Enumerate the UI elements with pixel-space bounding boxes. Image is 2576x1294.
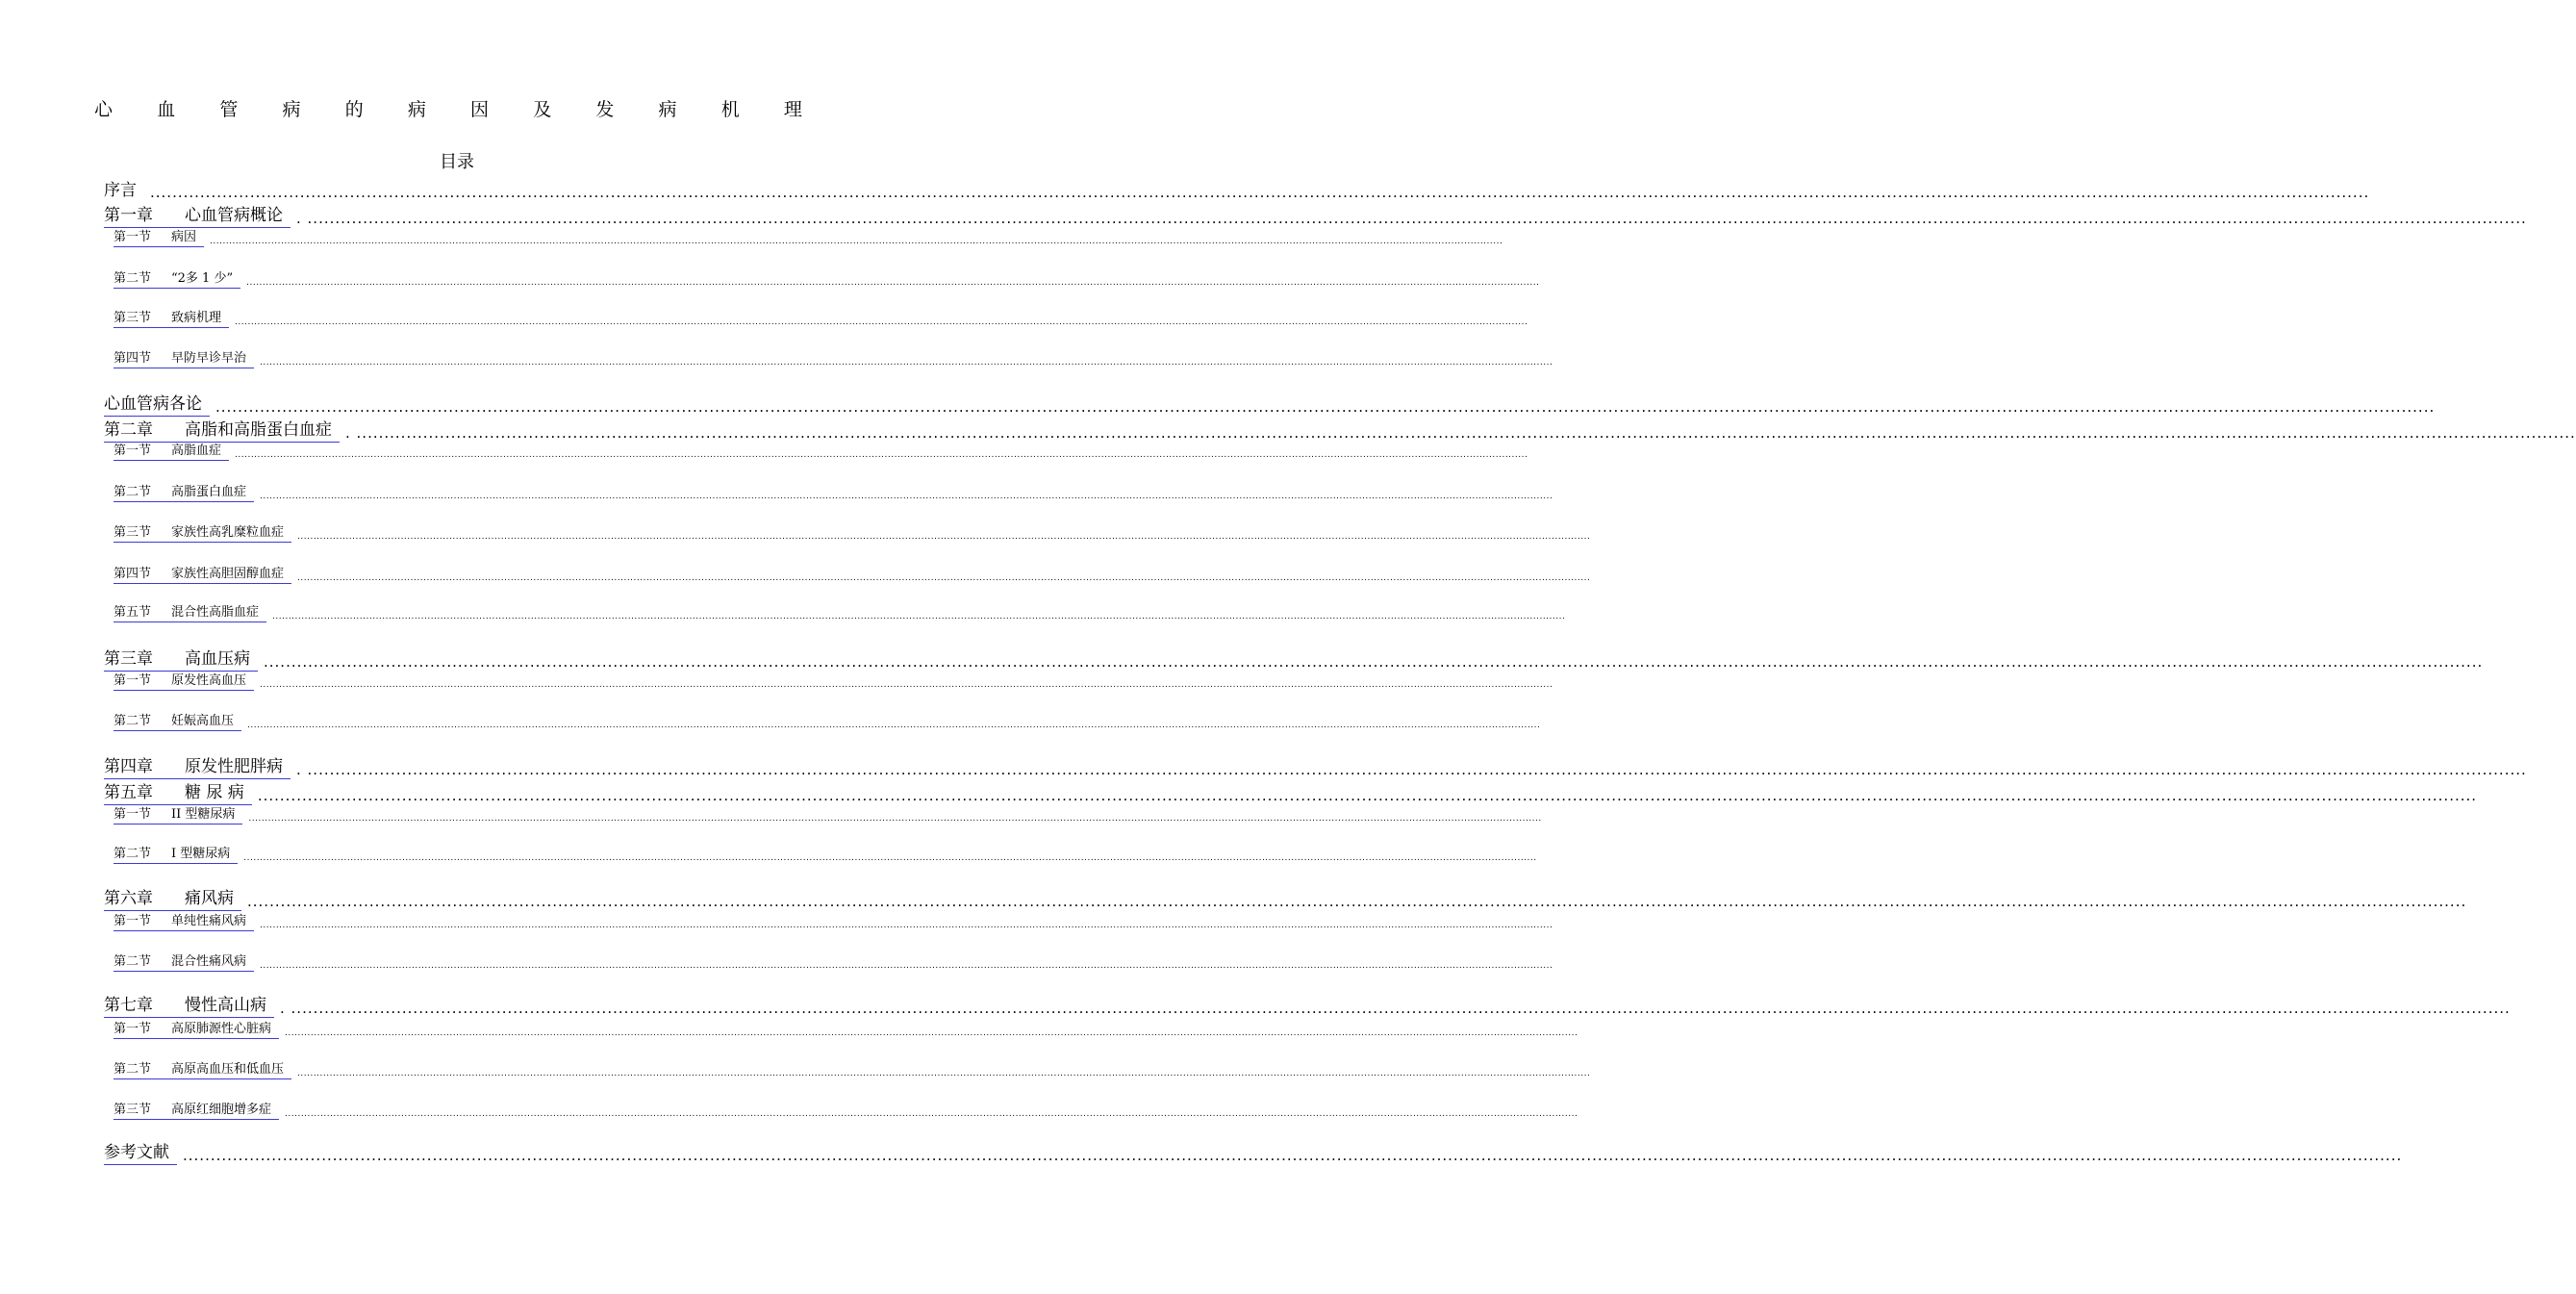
toc-entry-title: 参考文献: [104, 1143, 169, 1162]
toc-entry-number: 第一节: [114, 807, 152, 822]
toc-entry-link[interactable]: [114, 524, 291, 543]
title-char: 的: [344, 99, 364, 120]
toc-entry-link[interactable]: [104, 419, 340, 443]
toc-entry-link[interactable]: [114, 566, 291, 584]
toc-entry-link[interactable]: [104, 755, 290, 779]
toc-entry-number: 第二节: [114, 954, 152, 969]
dot-leader: ................................................................................................................................................................................................................................................................................................................................................................................................................: [247, 721, 1541, 730]
toc-entry-title: 家族性高胆固醇血症: [171, 567, 285, 581]
dot-leader: . ................................................................................................................................................................................................................................................................................................................................................................................................................: [296, 210, 2527, 227]
toc-chapter-entry[interactable]: [104, 887, 2467, 911]
toc-entry-link[interactable]: [114, 1102, 279, 1120]
toc-entry-link[interactable]: [104, 887, 241, 911]
toc-entry-number: 第三节: [114, 1103, 152, 1117]
toc-entry-number: 第五节: [114, 605, 152, 620]
title-char: 发: [595, 99, 615, 120]
toc-section-entry[interactable]: [114, 1061, 1591, 1079]
toc-entry-link[interactable]: [114, 270, 240, 289]
toc-entry-number: 第一节: [114, 444, 152, 458]
toc-entry-link[interactable]: [114, 806, 242, 825]
dot-leader: ................................................................................................................................................................................................................................................................................................................................................................................................................: [260, 358, 1553, 368]
toc-entry-title: 序言: [104, 181, 137, 200]
title-char: 病: [407, 99, 426, 120]
toc-entry-number: 第四章: [104, 757, 153, 776]
toc-section-entry[interactable]: [114, 913, 1553, 931]
title-char: 管: [219, 99, 239, 120]
toc-entry-title: I 型糖尿病: [171, 847, 231, 861]
toc-entry-link[interactable]: [104, 647, 258, 672]
toc-entry-title: 痛风病: [185, 889, 234, 908]
toc-section-entry[interactable]: [114, 270, 1540, 289]
toc-entry-number: 第三节: [114, 525, 152, 540]
dot-leader: ................................................................................................................................................................................................................................................................................................................................................................................................................: [215, 398, 2436, 416]
toc-section-entry[interactable]: [114, 566, 1591, 584]
dot-leader: ................................................................................................................................................................................................................................................................................................................................................................................................................: [246, 278, 1540, 288]
toc-section-entry[interactable]: [114, 672, 1553, 691]
document-title: [94, 96, 802, 123]
dot-leader: ................................................................................................................................................................................................................................................................................................................................................................................................................: [264, 653, 2484, 671]
toc-chapter-entry[interactable]: [104, 204, 2527, 228]
toc-entry-link[interactable]: [104, 994, 274, 1018]
toc-entry-title: 原发性肥胖病: [185, 757, 283, 776]
toc-entry-number: 第三章: [104, 649, 153, 669]
toc-entry-title: “2多 1 少”: [171, 271, 234, 286]
dot-leader: ................................................................................................................................................................................................................................................................................................................................................................................................................: [272, 612, 1566, 622]
toc-entry-title: 慢性高山病: [185, 996, 266, 1015]
dot-leader: ................................................................................................................................................................................................................................................................................................................................................................................................................: [210, 237, 1503, 246]
dot-leader: ................................................................................................................................................................................................................................................................................................................................................................................................................: [260, 961, 1553, 971]
toc-entry-number: 第二节: [114, 485, 152, 499]
toc-entry-number: 第四节: [114, 567, 152, 581]
toc-entry-number: 第一章: [104, 206, 153, 225]
toc-entry-title: 高原肺源性心脏病: [171, 1022, 272, 1036]
toc-entry-title: 混合性痛风病: [171, 954, 247, 969]
dot-leader: ................................................................................................................................................................................................................................................................................................................................................................................................................: [297, 573, 1591, 583]
toc-entry-number: 第二节: [114, 1062, 152, 1077]
toc-entry-number: 第一节: [114, 914, 152, 928]
title-char: 机: [720, 99, 740, 120]
toc-entry-title: 高原红细胞增多症: [171, 1103, 272, 1117]
toc-chapter-entry[interactable]: [104, 994, 2511, 1018]
toc-entry-link[interactable]: [114, 846, 238, 864]
toc-entry-title: 单纯性痛风病: [171, 914, 247, 928]
toc-entry-title: 心血管病各论: [104, 394, 202, 414]
toc-entry-link[interactable]: [114, 604, 266, 622]
dot-leader: ................................................................................................................................................................................................................................................................................................................................................................................................................: [260, 921, 1553, 930]
title-char: 病: [658, 99, 677, 120]
toc-entry-number: 第一节: [114, 1022, 152, 1036]
toc-entry-title: 病因: [171, 230, 197, 244]
toc-section-entry[interactable]: [114, 443, 1528, 461]
toc-entry-title: 早防早诊早治: [171, 351, 247, 366]
toc-section-entry[interactable]: [114, 229, 1503, 247]
toc-entry-title: 混合性高脂血症: [171, 605, 260, 620]
toc-entry-title: 高原高血压和低血压: [171, 1062, 285, 1077]
toc-section-entry[interactable]: [114, 310, 1528, 328]
toc-entry-title: 心血管病概论: [185, 206, 283, 225]
dot-leader: ................................................................................................................................................................................................................................................................................................................................................................................................................: [285, 1028, 1578, 1038]
toc-section-entry[interactable]: [114, 953, 1553, 972]
toc-entry-number: 第七章: [104, 996, 153, 1015]
toc-entry-link[interactable]: [104, 781, 252, 805]
dot-leader: ................................................................................................................................................................................................................................................................................................................................................................................................................: [150, 184, 2370, 201]
toc-entry-link[interactable]: [114, 310, 229, 328]
toc-heading: 目录: [440, 152, 474, 172]
toc-chapter-entry[interactable]: [104, 1141, 2403, 1165]
toc-entry-number: 第一节: [114, 673, 152, 688]
toc-chapter-entry[interactable]: [104, 179, 2370, 202]
toc-section-entry[interactable]: [114, 846, 1537, 864]
title-char: 因: [470, 99, 490, 120]
toc-entry-link[interactable]: [114, 1021, 279, 1039]
title-char: 及: [533, 99, 552, 120]
toc-entry-title: 妊娠高血压: [171, 714, 235, 728]
toc-section-entry[interactable]: [114, 1102, 1578, 1120]
toc-entry-link[interactable]: [114, 672, 254, 691]
toc-entry-number: 第五章: [104, 783, 153, 802]
toc-entry-title: 糖 尿 病: [185, 783, 244, 802]
dot-leader: . ................................................................................................................................................................................................................................................................................................................................................................................................................: [345, 424, 2576, 442]
toc-entry-link[interactable]: [114, 484, 254, 502]
toc-chapter-entry[interactable]: [104, 419, 2576, 443]
toc-section-entry[interactable]: [114, 806, 1542, 825]
toc-entry-link[interactable]: [104, 1141, 177, 1165]
toc-entry-number: 第一节: [114, 230, 152, 244]
dot-leader: ................................................................................................................................................................................................................................................................................................................................................................................................................: [260, 492, 1553, 501]
toc-entry-link[interactable]: [114, 713, 241, 731]
toc-section-entry[interactable]: [114, 604, 1566, 622]
title-char: 病: [282, 99, 301, 120]
dot-leader: ................................................................................................................................................................................................................................................................................................................................................................................................................: [235, 450, 1528, 460]
dot-leader: ................................................................................................................................................................................................................................................................................................................................................................................................................: [183, 1147, 2403, 1164]
toc-entry-number: 第二章: [104, 420, 153, 440]
toc-entry-number: 第二节: [114, 714, 152, 728]
toc-entry-number: 第三节: [114, 311, 152, 325]
dot-leader: ................................................................................................................................................................................................................................................................................................................................................................................................................: [243, 853, 1537, 863]
toc-entry-number: 第二节: [114, 847, 152, 861]
toc-entry-link[interactable]: [114, 1061, 291, 1079]
toc-entry-title: 高脂蛋白血症: [171, 485, 247, 499]
dot-leader: . ................................................................................................................................................................................................................................................................................................................................................................................................................: [280, 1000, 2511, 1017]
toc-entry-title: 原发性高血压: [171, 673, 247, 688]
title-char: 心: [94, 99, 114, 120]
toc-section-entry[interactable]: [114, 713, 1541, 731]
toc-chapter-entry[interactable]: [104, 781, 2478, 805]
toc-chapter-entry[interactable]: [104, 647, 2484, 672]
title-char: 血: [157, 99, 176, 120]
toc-entry-title: 家族性高乳糜粒血症: [171, 525, 285, 540]
toc-entry-title: 高血压病: [185, 649, 250, 669]
toc-chapter-entry[interactable]: [104, 755, 2527, 779]
toc-entry-link[interactable]: [114, 913, 254, 931]
toc-entry-number: 第四节: [114, 351, 152, 366]
toc-section-entry[interactable]: [114, 484, 1553, 502]
toc-section-entry[interactable]: [114, 350, 1553, 368]
toc-chapter-entry[interactable]: [104, 393, 2436, 417]
dot-leader: ................................................................................................................................................................................................................................................................................................................................................................................................................: [248, 814, 1542, 824]
toc-section-entry[interactable]: [114, 524, 1591, 543]
dot-leader: ................................................................................................................................................................................................................................................................................................................................................................................................................: [260, 680, 1553, 690]
dot-leader: . ................................................................................................................................................................................................................................................................................................................................................................................................................: [296, 761, 2527, 778]
toc-entry-title: 高脂血症: [171, 444, 222, 458]
dot-leader: ................................................................................................................................................................................................................................................................................................................................................................................................................: [235, 317, 1528, 327]
toc-entry-number: 第六章: [104, 889, 153, 908]
toc-section-entry[interactable]: [114, 1021, 1578, 1039]
toc-entry-title: 致病机理: [171, 311, 222, 325]
dot-leader: ................................................................................................................................................................................................................................................................................................................................................................................................................: [257, 787, 2478, 804]
toc-entry-link[interactable]: [114, 350, 254, 368]
toc-entry-link[interactable]: [114, 229, 204, 247]
toc-entry-link[interactable]: [104, 179, 144, 202]
toc-entry-link[interactable]: [104, 393, 210, 417]
toc-entry-link[interactable]: [104, 204, 290, 228]
toc-entry-link[interactable]: [114, 443, 229, 461]
toc-entry-link[interactable]: [114, 953, 254, 972]
dot-leader: ................................................................................................................................................................................................................................................................................................................................................................................................................: [285, 1109, 1578, 1119]
toc-entry-number: 第二节: [114, 271, 152, 286]
dot-leader: ................................................................................................................................................................................................................................................................................................................................................................................................................: [247, 893, 2467, 910]
toc-entry-title: II 型糖尿病: [171, 807, 236, 822]
dot-leader: ................................................................................................................................................................................................................................................................................................................................................................................................................: [297, 532, 1591, 542]
title-char: 理: [783, 99, 802, 120]
dot-leader: ................................................................................................................................................................................................................................................................................................................................................................................................................: [297, 1069, 1591, 1078]
toc-entry-title: 高脂和高脂蛋白血症: [185, 420, 332, 440]
